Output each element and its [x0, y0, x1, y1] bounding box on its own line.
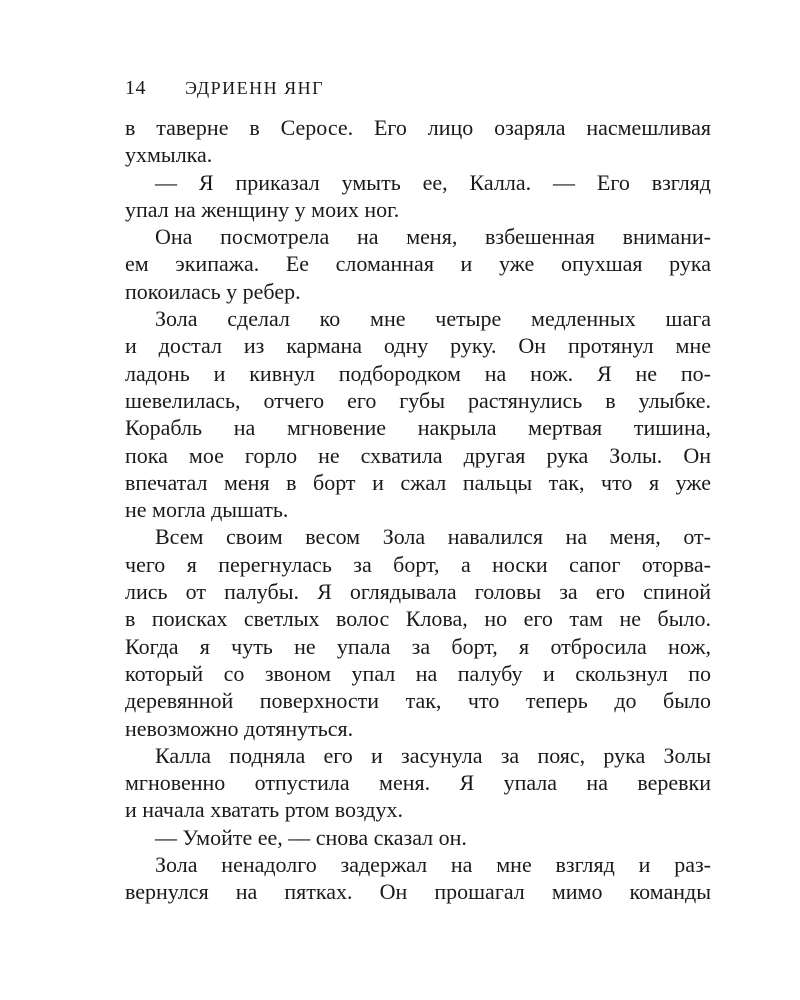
- text-line: и начала хватать ртом воздух.: [125, 797, 403, 823]
- text-line: вернулся на пятках. Он прошагал мимо команды: [125, 879, 711, 905]
- text-line: и достал из кармана одну руку. Он протянул мне: [125, 333, 711, 359]
- text-line: ухмылка.: [125, 142, 213, 168]
- text-line: Корабль на мгновение накрыла мертвая тишина,: [125, 415, 711, 441]
- text-line: пока мое горло не схватила другая рука Золы. Он: [125, 442, 711, 468]
- text-line: Когда я чуть не упала за борт, я отбросила нож,: [125, 633, 711, 659]
- text-line: упал на женщину у моих ног.: [125, 196, 400, 222]
- text-line: шевелилась, отчего его губы растянулись в улыбке.: [125, 387, 711, 413]
- text-line: — Умойте ее, — снова сказал он.: [155, 824, 467, 850]
- text-line: впечатал меня в борт и сжал пальцы так, что я уже: [125, 469, 711, 495]
- text-line: Всем своим весом Зола навалился на меня, от-: [155, 524, 711, 550]
- text-line: мгновенно отпустила меня. Я упала на веревки: [125, 770, 711, 796]
- text-line: Зола ненадолго задержал на мне взгляд и раз-: [155, 852, 711, 878]
- page-number: 14: [125, 77, 146, 99]
- text-line: в таверне в Серосе. Его лицо озаряла насмешливая: [125, 115, 711, 140]
- running-head: [125, 74, 324, 102]
- text-line: деревянной поверхности так, что теперь до было: [125, 688, 711, 714]
- text-line: покоилась у ребер.: [125, 278, 301, 304]
- body-text: [125, 114, 711, 906]
- text-line: Калла подняла его и засунула за пояс, рука Золы: [155, 742, 711, 768]
- text-line: в поисках светлых волос Клова, но его там не было.: [125, 606, 711, 632]
- text-line: Зола сделал ко мне четыре медленных шага: [155, 306, 711, 332]
- text-line: чего я перегнулась за борт, а носки сапог оторва-: [125, 551, 711, 577]
- text-line: который со звоном упал на палубу и скользнул по: [125, 660, 711, 686]
- text-line: лись от палубы. Я оглядывала головы за его спиной: [125, 579, 711, 605]
- text-line: Она посмотрела на меня, взбешенная внимани-: [155, 224, 711, 250]
- author-name: ЭДРИЕНН ЯНГ: [185, 78, 325, 98]
- text-line: не могла дышать.: [125, 497, 289, 523]
- text-line: ладонь и кивнул подбородком на нож. Я не по-: [125, 360, 711, 386]
- text-line: ем экипажа. Ее сломанная и уже опухшая рука: [125, 251, 711, 277]
- text-line: невозможно дотянуться.: [125, 715, 354, 741]
- text-line: — Я приказал умыть ее, Калла. — Его взгляд: [155, 169, 711, 195]
